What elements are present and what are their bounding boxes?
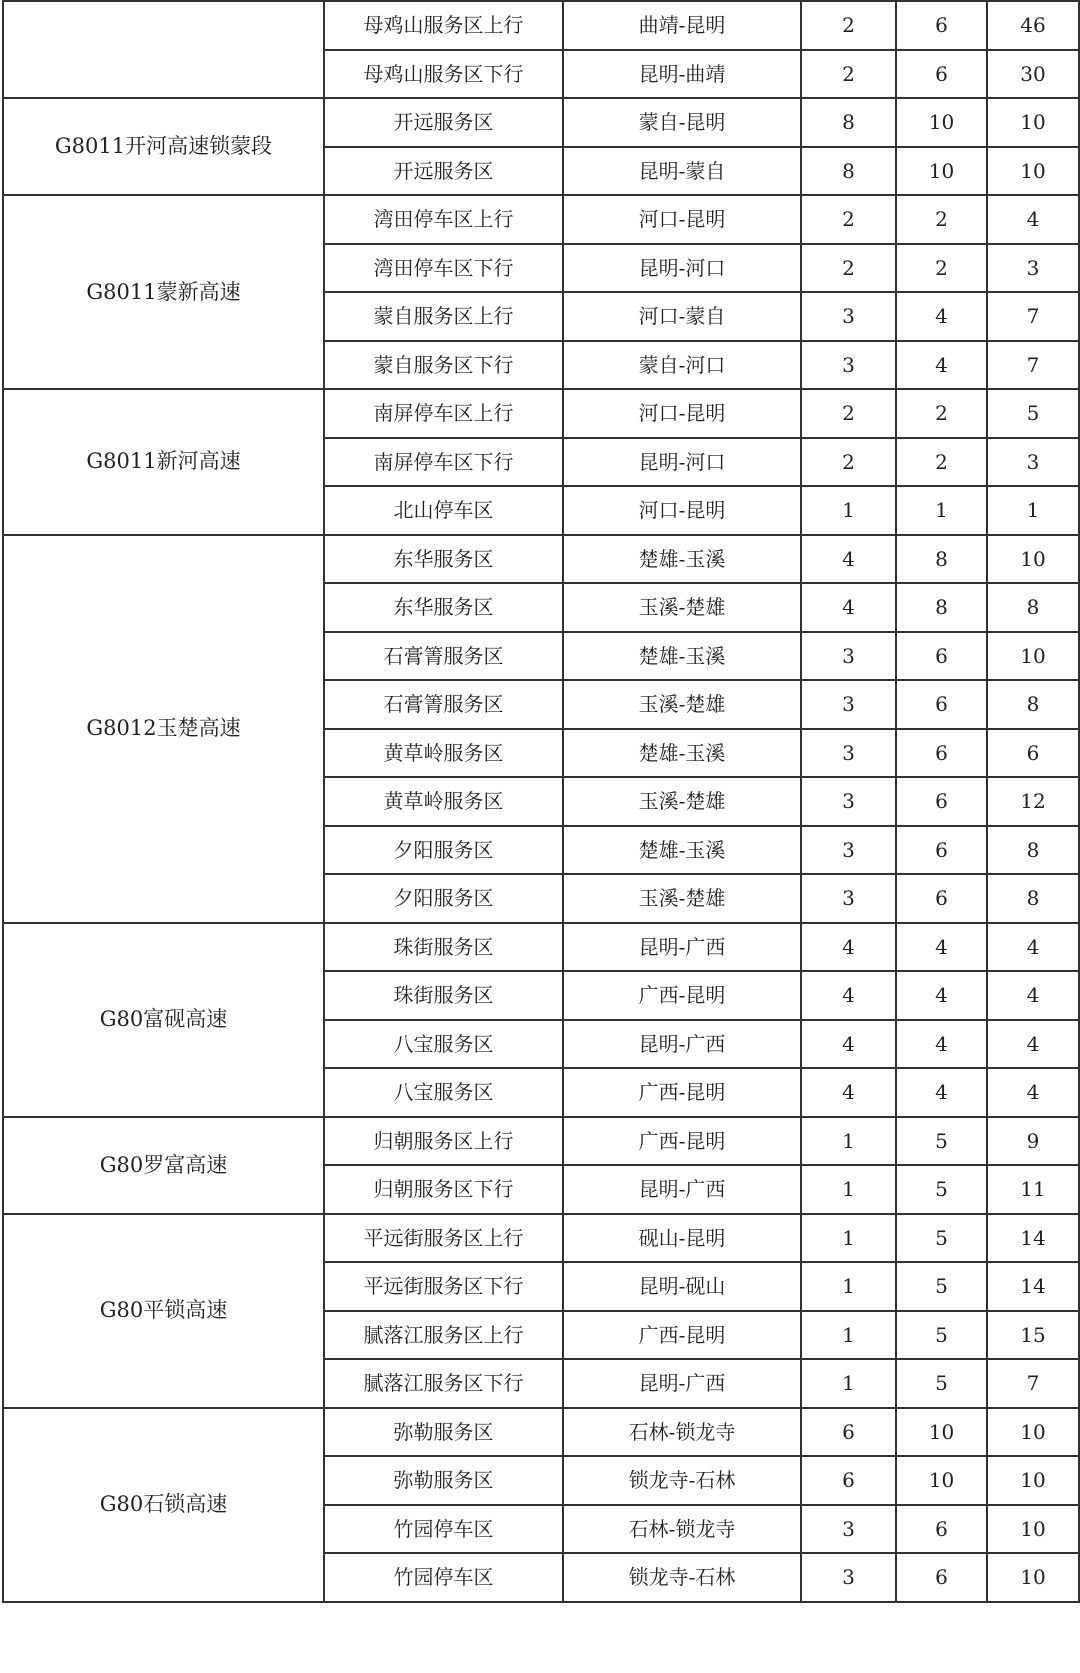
direction-cell: 玉溪-楚雄 bbox=[563, 777, 801, 826]
value-cell-a: 4 bbox=[801, 1020, 896, 1069]
value-cell-b: 2 bbox=[896, 389, 987, 438]
value-cell-c: 3 bbox=[987, 244, 1079, 293]
value-cell-b: 6 bbox=[896, 680, 987, 729]
service-area-cell: 南屏停车区下行 bbox=[324, 438, 563, 487]
table-row bbox=[3, 1117, 1079, 1166]
value-cell-b: 10 bbox=[896, 1408, 987, 1457]
service-area-cell: 归朝服务区下行 bbox=[324, 1165, 563, 1214]
value-cell-a: 8 bbox=[801, 98, 896, 147]
value-cell-c: 8 bbox=[987, 583, 1079, 632]
value-cell-b: 6 bbox=[896, 1, 987, 50]
table-row bbox=[3, 98, 1079, 147]
value-cell-c: 10 bbox=[987, 1456, 1079, 1505]
value-cell-b: 6 bbox=[896, 826, 987, 875]
value-cell-a: 4 bbox=[801, 583, 896, 632]
value-cell-c: 3 bbox=[987, 438, 1079, 487]
value-cell-b: 8 bbox=[896, 535, 987, 584]
direction-cell: 楚雄-玉溪 bbox=[563, 729, 801, 778]
value-cell-a: 3 bbox=[801, 1505, 896, 1554]
value-cell-b: 6 bbox=[896, 729, 987, 778]
value-cell-a: 6 bbox=[801, 1408, 896, 1457]
direction-cell: 广西-昆明 bbox=[563, 1117, 801, 1166]
value-cell-b: 6 bbox=[896, 1553, 987, 1602]
value-cell-a: 1 bbox=[801, 1311, 896, 1360]
value-cell-a: 2 bbox=[801, 195, 896, 244]
value-cell-a: 1 bbox=[801, 486, 896, 535]
service-area-cell: 平远街服务区上行 bbox=[324, 1214, 563, 1263]
value-cell-b: 4 bbox=[896, 923, 987, 972]
direction-cell: 石林-锁龙寺 bbox=[563, 1505, 801, 1554]
table-row bbox=[3, 535, 1079, 584]
service-area-cell: 母鸡山服务区下行 bbox=[324, 50, 563, 99]
direction-cell: 楚雄-玉溪 bbox=[563, 535, 801, 584]
direction-cell: 广西-昆明 bbox=[563, 1068, 801, 1117]
direction-cell: 广西-昆明 bbox=[563, 1311, 801, 1360]
value-cell-a: 3 bbox=[801, 680, 896, 729]
road-name-cell: G80富砚高速 bbox=[3, 923, 324, 1117]
value-cell-a: 1 bbox=[801, 1359, 896, 1408]
value-cell-c: 7 bbox=[987, 341, 1079, 390]
value-cell-b: 5 bbox=[896, 1117, 987, 1166]
service-area-cell: 东华服务区 bbox=[324, 583, 563, 632]
service-area-cell: 南屏停车区上行 bbox=[324, 389, 563, 438]
direction-cell: 河口-蒙自 bbox=[563, 292, 801, 341]
service-area-cell: 弥勒服务区 bbox=[324, 1456, 563, 1505]
value-cell-b: 4 bbox=[896, 292, 987, 341]
direction-cell: 曲靖-昆明 bbox=[563, 1, 801, 50]
table-row bbox=[3, 1, 1079, 50]
value-cell-c: 5 bbox=[987, 389, 1079, 438]
value-cell-c: 10 bbox=[987, 535, 1079, 584]
value-cell-a: 3 bbox=[801, 292, 896, 341]
direction-cell: 昆明-河口 bbox=[563, 438, 801, 487]
service-area-cell: 石膏箐服务区 bbox=[324, 680, 563, 729]
service-area-cell: 黄草岭服务区 bbox=[324, 777, 563, 826]
table-row bbox=[3, 195, 1079, 244]
value-cell-c: 4 bbox=[987, 923, 1079, 972]
service-area-cell: 腻落江服务区下行 bbox=[324, 1359, 563, 1408]
road-name-cell: G80平锁高速 bbox=[3, 1214, 324, 1408]
service-area-cell: 开远服务区 bbox=[324, 98, 563, 147]
value-cell-c: 8 bbox=[987, 826, 1079, 875]
table-row bbox=[3, 923, 1079, 972]
value-cell-a: 4 bbox=[801, 1068, 896, 1117]
value-cell-a: 2 bbox=[801, 389, 896, 438]
direction-cell: 楚雄-玉溪 bbox=[563, 632, 801, 681]
value-cell-b: 4 bbox=[896, 341, 987, 390]
road-name-cell: G80罗富高速 bbox=[3, 1117, 324, 1214]
value-cell-c: 4 bbox=[987, 1068, 1079, 1117]
value-cell-a: 2 bbox=[801, 50, 896, 99]
service-area-cell: 开远服务区 bbox=[324, 147, 563, 196]
value-cell-b: 5 bbox=[896, 1262, 987, 1311]
table-row bbox=[3, 1214, 1079, 1263]
value-cell-c: 6 bbox=[987, 729, 1079, 778]
road-name-cell: G8011蒙新高速 bbox=[3, 195, 324, 389]
value-cell-a: 8 bbox=[801, 147, 896, 196]
value-cell-c: 9 bbox=[987, 1117, 1079, 1166]
direction-cell: 昆明-广西 bbox=[563, 923, 801, 972]
value-cell-c: 10 bbox=[987, 1505, 1079, 1554]
value-cell-c: 10 bbox=[987, 98, 1079, 147]
service-area-cell: 归朝服务区上行 bbox=[324, 1117, 563, 1166]
direction-cell: 昆明-广西 bbox=[563, 1020, 801, 1069]
direction-cell: 昆明-蒙自 bbox=[563, 147, 801, 196]
value-cell-c: 15 bbox=[987, 1311, 1079, 1360]
value-cell-b: 6 bbox=[896, 777, 987, 826]
direction-cell: 玉溪-楚雄 bbox=[563, 680, 801, 729]
service-area-cell: 母鸡山服务区上行 bbox=[324, 1, 563, 50]
value-cell-c: 8 bbox=[987, 680, 1079, 729]
value-cell-b: 2 bbox=[896, 438, 987, 487]
value-cell-b: 10 bbox=[896, 147, 987, 196]
direction-cell: 河口-昆明 bbox=[563, 195, 801, 244]
value-cell-a: 3 bbox=[801, 729, 896, 778]
value-cell-a: 3 bbox=[801, 341, 896, 390]
value-cell-a: 4 bbox=[801, 535, 896, 584]
service-area-cell: 湾田停车区下行 bbox=[324, 244, 563, 293]
table-row bbox=[3, 1408, 1079, 1457]
road-name-cell: G8011新河高速 bbox=[3, 389, 324, 535]
direction-cell: 昆明-广西 bbox=[563, 1165, 801, 1214]
service-area-cell: 竹园停车区 bbox=[324, 1553, 563, 1602]
road-name-cell bbox=[3, 1, 324, 98]
direction-cell: 昆明-曲靖 bbox=[563, 50, 801, 99]
value-cell-a: 4 bbox=[801, 971, 896, 1020]
direction-cell: 昆明-河口 bbox=[563, 244, 801, 293]
direction-cell: 昆明-砚山 bbox=[563, 1262, 801, 1311]
direction-cell: 广西-昆明 bbox=[563, 971, 801, 1020]
service-area-table bbox=[2, 0, 1080, 1603]
direction-cell: 蒙自-昆明 bbox=[563, 98, 801, 147]
value-cell-b: 2 bbox=[896, 244, 987, 293]
value-cell-c: 46 bbox=[987, 1, 1079, 50]
service-area-cell: 竹园停车区 bbox=[324, 1505, 563, 1554]
service-area-cell: 湾田停车区上行 bbox=[324, 195, 563, 244]
road-name-cell: G8012玉楚高速 bbox=[3, 535, 324, 923]
value-cell-a: 3 bbox=[801, 1553, 896, 1602]
service-area-cell: 蒙自服务区上行 bbox=[324, 292, 563, 341]
value-cell-b: 8 bbox=[896, 583, 987, 632]
value-cell-c: 30 bbox=[987, 50, 1079, 99]
service-area-cell: 八宝服务区 bbox=[324, 1068, 563, 1117]
direction-cell: 锁龙寺-石林 bbox=[563, 1456, 801, 1505]
value-cell-a: 3 bbox=[801, 777, 896, 826]
value-cell-a: 1 bbox=[801, 1214, 896, 1263]
value-cell-a: 1 bbox=[801, 1165, 896, 1214]
service-area-cell: 黄草岭服务区 bbox=[324, 729, 563, 778]
direction-cell: 锁龙寺-石林 bbox=[563, 1553, 801, 1602]
value-cell-c: 1 bbox=[987, 486, 1079, 535]
value-cell-a: 2 bbox=[801, 244, 896, 293]
service-area-cell: 东华服务区 bbox=[324, 535, 563, 584]
value-cell-b: 6 bbox=[896, 1505, 987, 1554]
road-name-cell: G8011开河高速锁蒙段 bbox=[3, 98, 324, 195]
value-cell-b: 2 bbox=[896, 195, 987, 244]
value-cell-c: 7 bbox=[987, 292, 1079, 341]
service-area-cell: 北山停车区 bbox=[324, 486, 563, 535]
table-row bbox=[3, 389, 1079, 438]
value-cell-a: 3 bbox=[801, 874, 896, 923]
value-cell-c: 8 bbox=[987, 874, 1079, 923]
service-area-cell: 弥勒服务区 bbox=[324, 1408, 563, 1457]
value-cell-b: 6 bbox=[896, 874, 987, 923]
direction-cell: 玉溪-楚雄 bbox=[563, 583, 801, 632]
value-cell-a: 1 bbox=[801, 1117, 896, 1166]
value-cell-b: 4 bbox=[896, 1020, 987, 1069]
value-cell-c: 10 bbox=[987, 1408, 1079, 1457]
value-cell-b: 4 bbox=[896, 971, 987, 1020]
service-area-cell: 蒙自服务区下行 bbox=[324, 341, 563, 390]
direction-cell: 砚山-昆明 bbox=[563, 1214, 801, 1263]
value-cell-c: 10 bbox=[987, 632, 1079, 681]
value-cell-a: 3 bbox=[801, 632, 896, 681]
value-cell-b: 5 bbox=[896, 1311, 987, 1360]
value-cell-c: 4 bbox=[987, 971, 1079, 1020]
value-cell-b: 6 bbox=[896, 632, 987, 681]
value-cell-a: 1 bbox=[801, 1262, 896, 1311]
value-cell-c: 12 bbox=[987, 777, 1079, 826]
value-cell-c: 10 bbox=[987, 1553, 1079, 1602]
table-body bbox=[3, 1, 1079, 1602]
value-cell-b: 1 bbox=[896, 486, 987, 535]
direction-cell: 昆明-广西 bbox=[563, 1359, 801, 1408]
value-cell-a: 2 bbox=[801, 438, 896, 487]
value-cell-c: 14 bbox=[987, 1214, 1079, 1263]
value-cell-b: 10 bbox=[896, 1456, 987, 1505]
value-cell-a: 4 bbox=[801, 923, 896, 972]
direction-cell: 蒙自-河口 bbox=[563, 341, 801, 390]
value-cell-c: 10 bbox=[987, 147, 1079, 196]
service-area-cell: 平远街服务区下行 bbox=[324, 1262, 563, 1311]
value-cell-b: 6 bbox=[896, 50, 987, 99]
direction-cell: 石林-锁龙寺 bbox=[563, 1408, 801, 1457]
value-cell-c: 11 bbox=[987, 1165, 1079, 1214]
service-area-cell: 夕阳服务区 bbox=[324, 874, 563, 923]
value-cell-b: 4 bbox=[896, 1068, 987, 1117]
value-cell-b: 5 bbox=[896, 1214, 987, 1263]
value-cell-b: 5 bbox=[896, 1165, 987, 1214]
value-cell-c: 7 bbox=[987, 1359, 1079, 1408]
value-cell-a: 3 bbox=[801, 826, 896, 875]
service-area-cell: 石膏箐服务区 bbox=[324, 632, 563, 681]
road-name-cell: G80石锁高速 bbox=[3, 1408, 324, 1602]
value-cell-c: 4 bbox=[987, 1020, 1079, 1069]
direction-cell: 玉溪-楚雄 bbox=[563, 874, 801, 923]
service-area-cell: 珠街服务区 bbox=[324, 923, 563, 972]
service-area-cell: 珠街服务区 bbox=[324, 971, 563, 1020]
service-area-cell: 八宝服务区 bbox=[324, 1020, 563, 1069]
service-area-cell: 腻落江服务区上行 bbox=[324, 1311, 563, 1360]
value-cell-a: 6 bbox=[801, 1456, 896, 1505]
direction-cell: 河口-昆明 bbox=[563, 486, 801, 535]
service-area-cell: 夕阳服务区 bbox=[324, 826, 563, 875]
value-cell-a: 2 bbox=[801, 1, 896, 50]
direction-cell: 楚雄-玉溪 bbox=[563, 826, 801, 875]
value-cell-c: 14 bbox=[987, 1262, 1079, 1311]
direction-cell: 河口-昆明 bbox=[563, 389, 801, 438]
value-cell-b: 5 bbox=[896, 1359, 987, 1408]
value-cell-c: 4 bbox=[987, 195, 1079, 244]
value-cell-b: 10 bbox=[896, 98, 987, 147]
